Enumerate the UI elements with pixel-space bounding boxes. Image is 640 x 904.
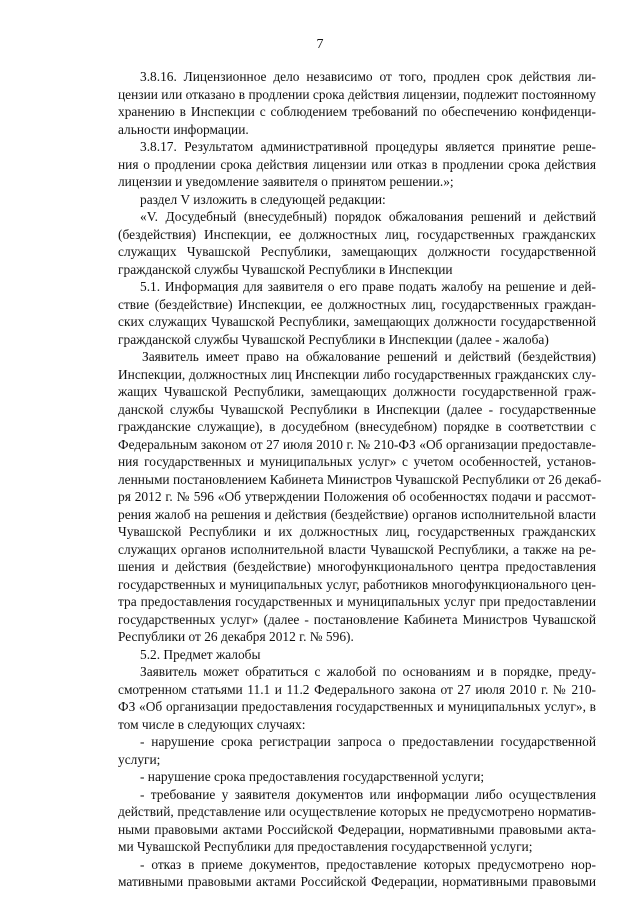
text-line: - требование у заявителя документов или информации либо осуществления	[140, 786, 596, 802]
text-line: раздел V изложить в следующей редакции:	[140, 191, 386, 207]
text-line: тра предоставления государственных и муниципальных услуг при предоставлении	[118, 594, 596, 609]
page-number: 7	[316, 37, 324, 52]
text-line: - нарушение срока регистрации запроса о предоставлении государственной	[140, 734, 596, 749]
text-line: мативными правовыми актами Российской Федерации, нормативными правовыми	[118, 874, 596, 889]
text-line: ствие (бездействие) Инспекции, ее должностных лиц, государственных граждан-	[118, 296, 596, 312]
text-line: том числе в следующих случаях:	[118, 716, 306, 732]
text-line: 5.1. Информация для заявителя о его праве подать жалобу на решение и дей-	[140, 279, 596, 294]
text-line: лицензии и уведомление заявителя о принятом решении.»;	[118, 174, 454, 189]
text-line: ния государственных и муниципальных услуг» с учетом особенностей, установ-	[118, 454, 596, 469]
text-line: альности информации.	[118, 121, 249, 137]
text-line: Чувашской Республики и их должностных лиц, государственных гражданских	[118, 524, 596, 539]
text-line: Заявитель имеет право на обжалование решений и действий (бездействия)	[142, 349, 596, 364]
text-line: цензии или отказано в продлении срока действия лицензии, подлежит постоянному	[118, 86, 596, 102]
text-line: (бездействия) Инспекции, ее должностных лиц, государственных гражданских	[118, 226, 596, 242]
text-line: смотренном статьями 11.1 и 11.2 Федерального закона от 27 июля 2010 г. № 210-	[118, 681, 596, 697]
text-line: ских служащих Чувашской Республики, замещающих должности государственной	[118, 314, 596, 329]
text-line: Республики от 26 декабря 2012 г. № 596).	[118, 629, 354, 644]
text-line: государственных и муниципальных услуг, работников многофункционального цен-	[118, 576, 596, 592]
text-line: ФЗ «Об организации предоставления государственных и муниципальных услуг», в	[118, 699, 596, 714]
text-line: данской службы Чувашской Республики в Инспекции (далее - государственные	[118, 401, 596, 417]
text-line: ря 2012 г. № 596 «Об утверждении Положения об особенностях подачи и рассмот-	[118, 489, 596, 504]
text-line: 3.8.17. Результатом административной процедуры является принятие реше-	[140, 139, 596, 154]
text-line: гражданской службы Чувашской Республики в Инспекции	[118, 261, 453, 277]
text-line: Заявитель может обратиться с жалобой по основаниям и в порядке, преду-	[140, 664, 596, 679]
text-line: ленными постановлением Кабинета Министров Чувашской Республики от 26 декаб-	[118, 471, 602, 487]
text-line: рения жалоб на решения и действия (бездействие) органов исполнительной власти	[118, 506, 596, 522]
text-line: ния о продлении срока действия лицензии или отказ в продлении срока действия	[118, 156, 596, 172]
text-line: услуги;	[118, 751, 161, 767]
text-line: служащих органов исполнительной власти Чувашской Республики, а также на ре-	[118, 541, 596, 557]
text-line: - отказ в приеме документов, предоставление которых предусмотрено нор-	[140, 856, 596, 872]
text-line: служащих Чувашской Республики, замещающих должности государственной	[118, 244, 596, 259]
text-line: Федеральным законом от 27 июля 2010 г. № 210-ФЗ «Об организации предоставле-	[118, 436, 596, 452]
document-body	[118, 68, 602, 891]
text-line: ными правовыми актами Российской Федерации, нормативными правовыми акта-	[118, 821, 596, 837]
text-line: хранению в Инспекции с соблюдением требований по обеспечению конфиденци-	[118, 104, 596, 119]
text-line: ми Чувашской Республики для предоставления государственной услуги;	[118, 839, 533, 854]
text-line: государственных услуг» (далее - постановление Кабинета Министров Чувашской	[118, 611, 596, 627]
text-line: «V. Досудебный (внесудебный) порядок обжалования решений и действий	[140, 209, 596, 224]
text-line: - нарушение срока предоставления государственной услуги;	[140, 769, 485, 784]
text-line: действий, представление или осуществление которых не предусмотрено норматив-	[118, 804, 596, 819]
text-line: 5.2. Предмет жалобы	[140, 646, 261, 662]
text-line: 3.8.16. Лицензионное дело независимо от того, продлен срок действия ли-	[140, 69, 596, 84]
text-line: жащих Чувашской Республики, замещающих должности государственной граж-	[118, 384, 596, 399]
text-line: шения и действия (бездействие) многофункционального центра предоставления	[118, 559, 596, 574]
text-line: Инспекции, должностных лиц Инспекции либо государственных гражданских слу-	[118, 366, 596, 382]
text-line: гражданской службы Чувашской Республики в Инспекции (далее - жалоба)	[118, 331, 549, 347]
text-line: гражданские служащие), в досудебном (внесудебном) порядке в соответствии с	[118, 419, 596, 434]
